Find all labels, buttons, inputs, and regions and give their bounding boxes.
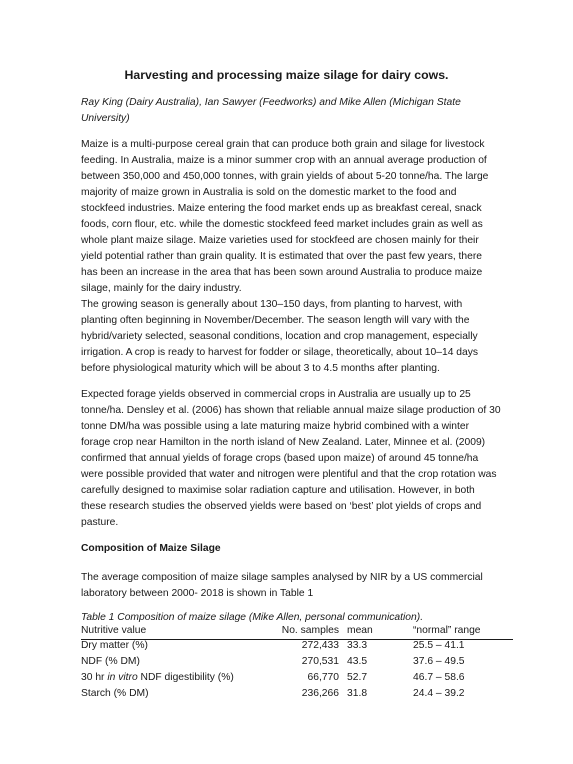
table-row <box>81 640 513 657</box>
cell-mean: 43.5 <box>347 656 368 667</box>
cell-samples: 66,770 <box>307 672 339 683</box>
table-row <box>81 656 513 672</box>
cell-range: 25.5 – 41.1 <box>413 640 465 651</box>
table-row <box>81 688 513 704</box>
cell-text: Starch (% DM) <box>81 688 149 699</box>
composition-table <box>81 625 513 704</box>
table-header-row <box>81 625 513 640</box>
cell-samples: 272,433 <box>301 640 339 651</box>
header-mean: mean <box>339 625 407 640</box>
header-nutritive-value: Nutritive value <box>81 625 279 640</box>
paragraph-growing-season: The growing season is generally about 130–150 days, from planting to harvest, with planting often beginning in November/December. The season length will vary with the hybrid/variety selected, seasonal conditions, location and crop management, especially irrigation. A crop is ready to harvest for fodder or silage, theoretically, about 10–14 days before physiological maturity which will be about 3 to 4.5 months after planting. <box>81 299 479 374</box>
cell-mean: 33.3 <box>347 640 368 651</box>
paragraph-intro: Maize is a multi-purpose cereal grain that can produce both grain and silage for livestock feeding. In Australia, maize is a minor summer crop with an annual average production of between 350,000 and 450,000 tonnes, with grain yields of about 5-20 tonne/ha. The large majority of maize grown in Australia is sold on the domestic market to the food and stockfeed industries. Maize entering the food market ends up as breakfast cereal, snack foods, corn flour, etc. while the domestic stockfeed feed market includes grain as well as whole plant maize silage. Maize varieties used for stockfeed are chosen mainly for their yield potential rather than grain quality. It is estimated that over the past few years, there has been an increase in the area that has been sown around Australia to produce maize silage, mainly for the dairy industry. <box>81 139 489 294</box>
section-heading: Composition of Maize Silage <box>81 543 221 554</box>
cell-text: 30 hr <box>81 672 108 683</box>
cell-mean: 31.8 <box>347 688 368 699</box>
header-samples: No. samples <box>279 625 339 640</box>
table-caption: Table 1 Composition of maize silage (Mike Allen, personal communication). <box>81 612 424 623</box>
cell-range: 46.7 – 58.6 <box>413 672 465 683</box>
cell-range: 37.6 – 49.5 <box>413 656 465 667</box>
cell-text: NDF digestibility (%) <box>137 672 234 683</box>
cell-range: 24.4 – 39.2 <box>413 688 465 699</box>
author-line: Ray King (Dairy Australia), Ian Sawyer (Feedworks) and Mike Allen (Michigan State University) <box>81 97 461 124</box>
cell-nutritive-value <box>81 672 279 688</box>
cell-nutritive-value <box>81 656 279 672</box>
cell-text: NDF (% DM) <box>81 656 140 667</box>
cell-text: Dry matter (%) <box>81 640 148 651</box>
header-range: “normal” range <box>407 625 513 640</box>
cell-text-italic: in vitro <box>107 672 138 683</box>
section-intro: The average composition of maize silage samples analysed by NIR by a US commercial laboratory between 2000- 2018 is shown in Table 1 <box>81 572 483 599</box>
cell-nutritive-value <box>81 640 279 657</box>
cell-nutritive-value <box>81 688 279 704</box>
cell-samples: 270,531 <box>301 656 339 667</box>
table-row <box>81 672 513 688</box>
document-title: Harvesting and processing maize silage for dairy cows. <box>124 68 449 82</box>
paragraph-forage-yields: Expected forage yields observed in commercial crops in Australia are usually up to 25 tonne/ha. Densley et al. (2006) has shown that reliable annual maize silage production of 30 tonne DM/ha was possible using a late maturing maize hybrid combined with a winter forage crop near Hamilton in the north island of New Zealand. Later, Minnee et al. (2009) confirmed that annual yields of forage crops (based upon maize) of around 45 tonne/ha were possible provided that water and nitrogen were plentiful and that the crop rotation was carefully designed to maximise solar radiation capture and utilisation. However, in both these research studies the observed yields were based on ‘best’ plot yields of crops and pasture. <box>81 389 501 528</box>
cell-samples: 236,266 <box>301 688 339 699</box>
cell-mean: 52.7 <box>347 672 368 683</box>
